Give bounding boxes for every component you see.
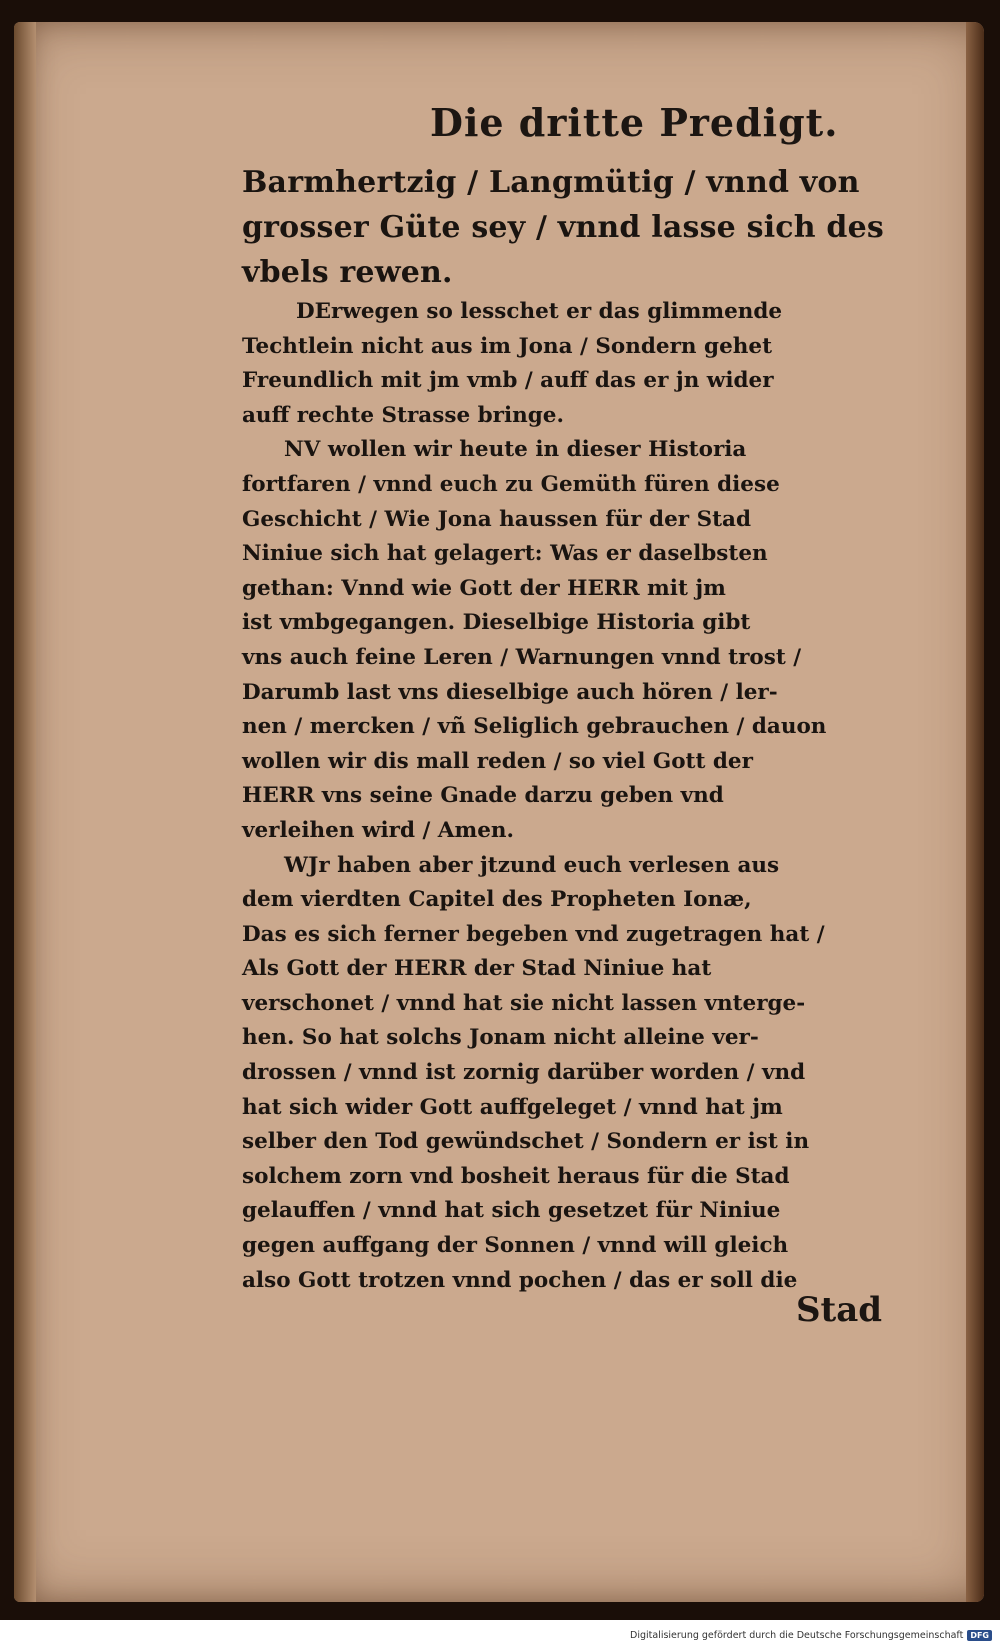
text-line: grosser Güte sey / vnnd lasse sich des [242, 210, 884, 245]
text-line: WJr haben aber jtzund euch verlesen aus [284, 852, 780, 878]
text-line: Techtlein nicht aus im Jona / Sondern gehet [242, 333, 772, 359]
text-line: gethan: Vnnd wie Gott der HERR mit jm [242, 575, 726, 601]
catchword: Stad [796, 1290, 883, 1330]
text-line: Das es sich ferner begeben vnd zugetragen hat / [242, 921, 825, 947]
text-line: dem vierdten Capitel des Propheten Ionæ, [242, 887, 752, 913]
running-header: Die dritte Predigt. [430, 100, 839, 145]
text-line: verleihen wird / Amen. [242, 817, 515, 843]
text-line: drossen / vnnd ist zornig darüber worden / vnd [242, 1060, 806, 1086]
footer-credit [630, 1630, 992, 1641]
footer-text: Digitalisierung gefördert durch die Deutsche Forschungsgemeinschaft [630, 1630, 964, 1641]
text-line: NV wollen wir heute in dieser Historia [284, 437, 747, 463]
dfg-logo-icon: DFG [967, 1630, 992, 1641]
text-line: Niniue sich hat gelagert: Was er daselbsten [242, 541, 768, 567]
text-line: solchem zorn vnd bosheit heraus für die Stad [242, 1163, 790, 1189]
text-line: wollen wir dis mall reden / so viel Gott der [242, 748, 753, 774]
body-text [242, 160, 922, 1298]
text-line: ist vmbgegangen. Dieselbige Historia gibt [242, 610, 751, 636]
text-line: selber den Tod gewündschet / Sondern er ist in [242, 1129, 810, 1155]
text-line: Als Gott der HERR der Stad Niniue hat [242, 956, 712, 982]
text-line: vbels rewen. [242, 255, 453, 290]
text-line: Freundlich mit jm vmb / auff das er jn wider [242, 368, 774, 394]
paragraph-lines [242, 295, 922, 1298]
opening-lines [242, 160, 922, 295]
text-line: also Gott trotzen vnnd pochen / das er soll die [242, 1267, 798, 1293]
page-gutter [14, 22, 36, 1602]
text-line: vns auch feine Leren / Warnungen vnnd trost / [242, 644, 802, 670]
text-line: nen / mercken / vñ Seliglich gebrauchen / dauon [242, 714, 827, 740]
text-line: verschonet / vnnd hat sie nicht lassen vnterge- [242, 990, 806, 1016]
text-line: Barmhertzig / Langmütig / vnnd von [242, 165, 860, 200]
text-line: Geschicht / Wie Jona haussen für der Stad [242, 506, 752, 532]
text-line: DErwegen so lesschet er das glimmende [296, 299, 783, 324]
text-line: auff rechte Strasse bringe. [242, 402, 564, 428]
text-line: HERR vns seine Gnade darzu geben vnd [242, 783, 724, 809]
page-edge [966, 22, 984, 1602]
text-line: gelauffen / vnnd hat sich gesetzet für Niniue [242, 1198, 781, 1224]
text-line: fortfaren / vnnd euch zu Gemüth füren diese [242, 471, 780, 497]
text-line: hat sich wider Gott auffgeleget / vnnd hat jm [242, 1094, 783, 1120]
text-line: hen. So hat solchs Jonam nicht alleine ver- [242, 1025, 759, 1051]
text-line: gegen auffgang der Sonnen / vnnd will gleich [242, 1233, 789, 1259]
text-line: Darumb last vns dieselbige auch hören / ler- [242, 679, 778, 705]
